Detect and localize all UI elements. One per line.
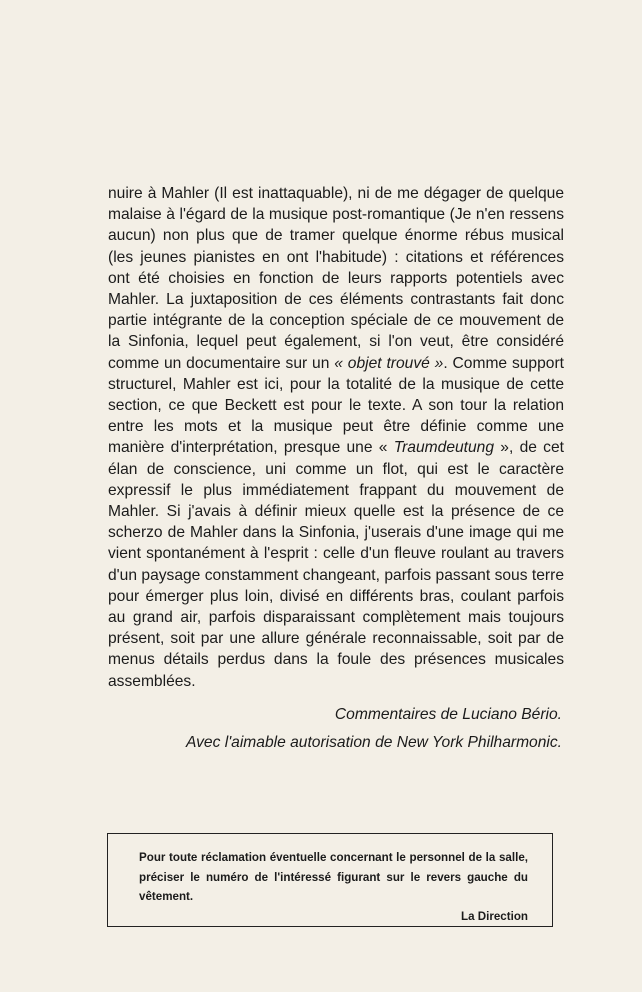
commentary-part-3: », de cet élan de conscience, uni comme un flot, qui est le caractère expressif le plus immédiatement frappant du mouvement de Mahler. Si j'avais à définir mieux quelle est la présence de ce scherzo de Mahler dans la Sinfonia, j'userais d'une image qui me vient spontanément à l'esprit : celle d'un fleuve roulant au travers d'un paysage constamment changeant, parfois passant sous terre pour émerger plus loin, divisé en différents bras, coulant parfois au grand air, parfois disparaissant complètement mais toujours présent, soit par une allure générale reconnaissable, soit par de menus détails perdus dans la foule des présences musicales assemblées. <box>108 439 564 690</box>
objet-trouve-phrase: « objet trouvé » <box>334 354 444 372</box>
commentary-text <box>108 183 564 692</box>
credit-permission: Avec l'aimable autorisation de New York Philharmonic. <box>186 734 562 751</box>
notice-signature: La Direction <box>461 909 528 923</box>
notice-text: Pour toute réclamation éventuelle concernant le personnel de la salle, préciser le numéro de l'intéressé figurant sur le revers gauche du vêtement. <box>139 851 528 903</box>
commentary-part-1: nuire à Mahler (Il est inattaquable), ni de me dégager de quelque malaise à l'égard de la musique post-romantique (Je n'en ressens aucun) non plus que de tramer quelque énorme rébus musical (les jeunes pianistes en ont l'habitude) : citations et références ont été choisies en fonction de leurs rapports potentiels avec Mahler. La juxtaposition de ces éléments contrastants fait donc partie intégrante de la conception spéciale de ce mouvement de la Sinfonia, lequel peut également, si l'on veut, être considéré comme un documentaire sur un <box>108 185 564 372</box>
commentary-paragraph <box>108 183 564 692</box>
notice-box <box>107 833 553 927</box>
credit-author: Commentaires de Luciano Bério. <box>334 706 562 723</box>
traumdeutung-word: Traumdeutung <box>393 439 495 457</box>
commentary-part-2: . Comme support structurel, Mahler est ici, pour la totalité de la musique de cette section, ce que Beckett est pour le texte. A son tour la relation entre les mots et la musique peut être définie comme une manière d'interprétation, presque une « <box>108 354 564 457</box>
credits <box>186 701 562 757</box>
